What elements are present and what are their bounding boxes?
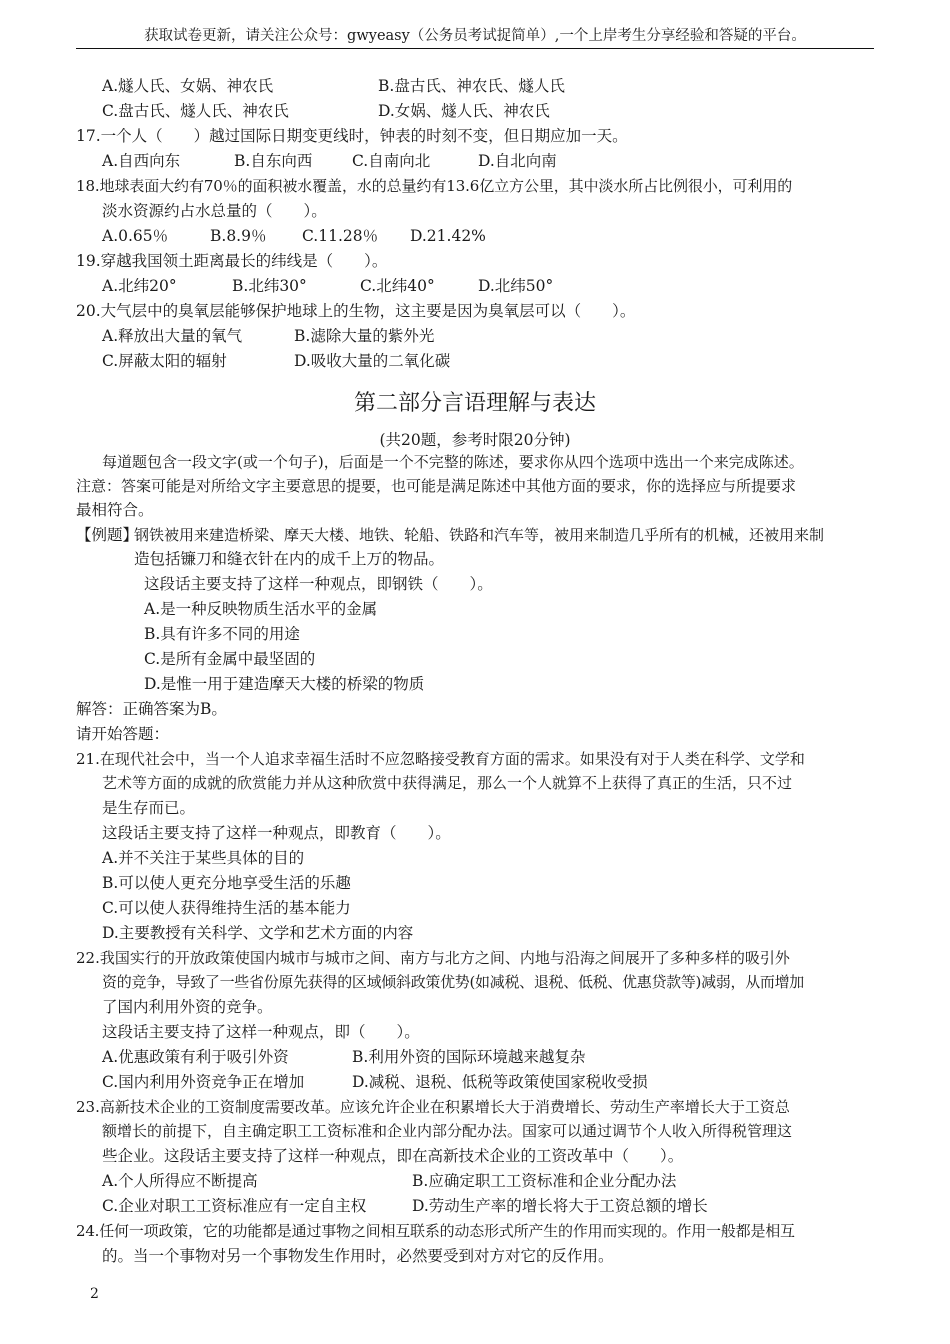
q21-option-d: D.主要教授有关科学、文学和艺术方面的内容 [102,924,414,942]
q18-option-b: B.8.9％ [210,227,267,245]
example-label: 【例题】 [76,526,139,544]
q18-option-d: D.21.42% [410,227,486,245]
intro-line-3: 最相符合。 [76,501,154,519]
q24-line-2: 的。当一个事物对另一个事物发生作用时，必然要受到对方对它的反作用。 [102,1247,614,1265]
q16-option-c: C.盘古氏、燧人氏、神农氏 [102,102,289,120]
q22-option-a: A.优惠政策有利于吸引外资 [102,1048,289,1066]
start-instruction: 请开始答题： [76,725,170,743]
example-option-a: A.是一种反映物质生活水平的金属 [144,600,378,618]
q17-option-b: B.自东向西 [234,152,313,170]
q16-option-d: D.女娲、燧人氏、神农氏 [378,102,550,120]
q17-stem: 17.一个人（ ）越过国际日期变更线时，钟表的时刻不变，但日期应加一天。 [76,127,628,145]
example-option-b: B.具有许多不同的用途 [144,625,300,643]
q17-option-a: A.自西向东 [102,152,181,170]
example-stem: 这段话主要支持了这样一种观点，即钢铁（ ）。 [144,575,493,593]
example-option-c: C.是所有金属中最坚固的 [144,650,316,668]
header-divider [76,48,874,49]
q21-line-3: 是生存而已。 [102,799,196,817]
q19-option-c: C.北纬40° [360,277,435,295]
q22-option-b: B.利用外资的国际环境越来越复杂 [352,1048,586,1066]
q21-line-1: 21.在现代社会中，当一个人追求幸福生活时不应忽略接受教育方面的需求。如果没有对于人类在科学、文学和 [76,750,805,768]
q23-option-c: C.企业对职工工资标准应有一定自主权 [102,1197,367,1215]
q22-line-2: 资的竞争，导致了一些省份原先获得的区域倾斜政策优势(如减税、退税、低税、优惠贷款等)减弱，从而增加 [102,973,805,991]
section-title: 第二部分言语理解与表达 [353,391,596,416]
example-option-d: D.是惟一用于建造摩天大楼的桥梁的物质 [144,675,425,693]
q23-line-3: 些企业。这段话主要支持了这样一种观点，即在高新技术企业的工资改革中（ ）。 [102,1147,684,1165]
q22-line-3: 了国内利用外资的竞争。 [102,998,273,1016]
q20-option-c: C.屏蔽太阳的辐射 [102,352,227,370]
q23-line-2: 额增长的前提下，自主确定职工工资标准和企业内部分配办法。国家可以通过调节个人收入所得税管理这 [102,1122,793,1140]
example-line-2: 造包括镰刀和缝衣针在内的成千上万的物品。 [134,550,445,568]
q22-option-c: C.国内利用外资竞争正在增加 [102,1073,305,1091]
q24-line-1: 24.任何一项政策，它的功能都是通过事物之间相互联系的动态形式所产生的作用而实现的。作用一般都是相互 [76,1222,795,1240]
q16-option-a: A.燧人氏、女娲、神农氏 [102,77,274,95]
q18-option-c: C.11.28％ [302,227,379,245]
q18-stem-line2: 淡水资源约占水总量的（ ）。 [102,202,327,220]
q17-option-d: D.自北向南 [478,152,557,170]
q20-option-d: D.吸收大量的二氧化碳 [294,352,451,370]
q22-line-1: 22.我国实行的开放政策使国内城市与城市之间、南方与北方之间、内地与沿海之间展开了多种多样的吸引外 [76,949,790,967]
q22-option-d: D.减税、退税、低税等政策使国家税收受损 [352,1073,648,1091]
q17-option-c: C.自南向北 [352,152,431,170]
intro-line-2: 注意：答案可能是对所给文字主要意思的提要，也可能是满足陈述中其他方面的要求，你的选择应与所提要求 [76,477,797,495]
q19-option-d: D.北纬50° [478,277,554,295]
q21-option-a: A.并不关注于某些具体的目的 [102,849,305,867]
q20-option-b: B.滤除大量的紫外光 [294,327,435,345]
q18-option-a: A.0.65％ [102,227,169,245]
q22-stem: 这段话主要支持了这样一种观点，即（ ）。 [102,1023,420,1041]
page-number: 2 [90,1286,99,1302]
q23-line-1: 23.高新技术企业的工资制度需要改革。应该允许企业在积累增长大于消费增长、劳动生产率增长大于工资总 [76,1098,790,1116]
q19-option-a: A.北纬20° [102,277,177,295]
q20-option-a: A.释放出大量的氧气 [102,327,243,345]
example-line-1: 钢铁被用来建造桥梁、摩天大楼、地铁、轮船、铁路和汽车等，被用来制造几乎所有的机械，还被用来制 [134,526,825,544]
q21-option-c: C.可以使人获得维持生活的基本能力 [102,899,351,917]
q18-stem-line1: 18.地球表面大约有70％的面积被水覆盖，水的总量约有13.6亿立方公里，其中淡水所占比例很小，可利用的 [76,177,793,195]
q21-line-2: 艺术等方面的成就的欣赏能力并从这种欣赏中获得满足，那么一个人就算不上获得了真正的生活，只不过 [102,774,793,792]
q23-option-d: D.劳动生产率的增长将大于工资总额的增长 [412,1197,708,1215]
section-subtitle: (共20题，参考时限20分钟) [379,431,571,449]
example-answer: 解答：正确答案为B。 [76,700,227,718]
intro-line-1: 每道题包含一段文字(或一个句子)，后面是一个不完整的陈述，要求你从四个选项中选出一个来完成陈述。 [102,453,804,471]
page-header: 获取试卷更新，请关注公众号：gwyeasy（公务员考试捉简单）,一个上岸考生分享经验和答疑的平台。 [144,28,806,44]
q21-stem: 这段话主要支持了这样一种观点，即教育（ ）。 [102,824,451,842]
q16-option-b: B.盘古氏、神农氏、燧人氏 [378,77,565,95]
q19-option-b: B.北纬30° [232,277,307,295]
q19-stem: 19.穿越我国领土距离最长的纬线是（ ）。 [76,252,388,270]
q20-stem: 20.大气层中的臭氧层能够保护地球上的生物，这主要是因为臭氧层可以（ ）。 [76,302,636,320]
q23-option-b: B.应确定职工工资标准和企业分配办法 [412,1172,677,1190]
q21-option-b: B.可以使人更充分地享受生活的乐趣 [102,874,351,892]
q23-option-a: A.个人所得应不断提高 [102,1172,258,1190]
